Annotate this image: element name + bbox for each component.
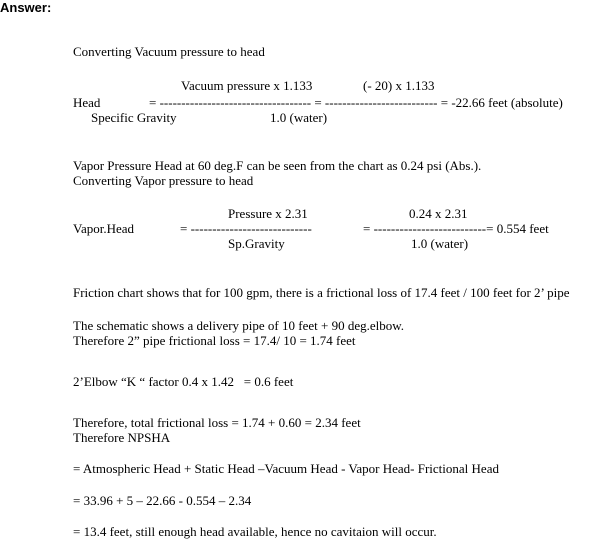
vacuum-numerator: Vacuum pressure x 1.133	[181, 78, 313, 93]
friction-schematic: The schematic shows a delivery pipe of 10 feet + 90 deg.elbow.	[73, 318, 405, 333]
vapor-chart-note: Vapor Pressure Head at 60 deg.F can be seen from the chart as 0.24 psi (Abs.).	[73, 158, 482, 173]
vapor-numerator: Pressure x 2.31	[228, 206, 308, 221]
vacuum-equation-line: = ----------------------------------- = -------------------------- = -22.66 feet (absolute)	[149, 95, 563, 110]
vacuum-numerator-value: (- 20) x 1.133	[363, 78, 435, 93]
friction-pipe-loss: Therefore 2” pipe frictional loss = 17.4/ 10 = 1.74 feet	[73, 333, 356, 348]
vacuum-head-label: Head	[73, 95, 101, 110]
npsha-formula: = Atmospheric Head + Static Head –Vacuum Head - Vapor Head- Frictional Head	[73, 461, 499, 476]
vacuum-denominator: Specific Gravity	[91, 110, 177, 125]
npsha-result: = 13.4 feet, still enough head available, hence no cavitaion will occur.	[73, 524, 437, 539]
vapor-title: Converting Vapor pressure to head	[73, 173, 254, 188]
vapor-numerator-value: 0.24 x 2.31	[409, 206, 468, 221]
vapor-equation-line-1: = ----------------------------	[180, 221, 312, 236]
vapor-denominator-value: 1.0 (water)	[411, 236, 469, 251]
answer-heading: Answer:	[0, 0, 52, 15]
npsha-label: Therefore NPSHA	[73, 430, 171, 445]
friction-elbow: 2’Elbow “K “ factor 0.4 x 1.42 = 0.6 feet	[73, 374, 294, 389]
friction-total: Therefore, total frictional loss = 1.74 + 0.60 = 2.34 feet	[73, 415, 361, 430]
vapor-head-label: Vapor.Head	[73, 221, 135, 236]
vacuum-title: Converting Vacuum pressure to head	[73, 44, 265, 59]
friction-chart-note: Friction chart shows that for 100 gpm, there is a frictional loss of 17.4 feet / 100 feet for 2’ pipe	[73, 285, 570, 300]
npsha-substitution: = 33.96 + 5 – 22.66 - 0.554 – 2.34	[73, 493, 252, 508]
vacuum-denominator-value: 1.0 (water)	[270, 110, 328, 125]
vapor-equation-line-2: = --------------------------= 0.554 feet	[363, 221, 549, 236]
vapor-denominator: Sp.Gravity	[228, 236, 285, 251]
